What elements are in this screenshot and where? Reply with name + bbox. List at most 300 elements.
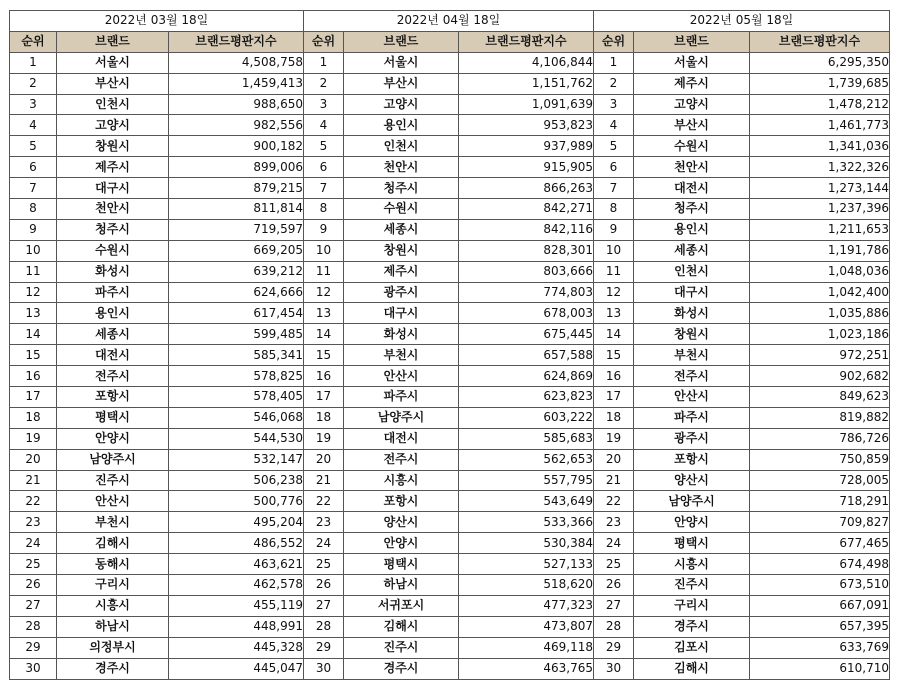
table-row: [10, 199, 890, 220]
score-cell: 849,623: [750, 387, 890, 408]
rank-cell: 28: [10, 616, 57, 637]
brand-cell: 인천시: [344, 136, 459, 157]
score-cell: 1,023,186: [750, 324, 890, 345]
rank-cell: 25: [10, 554, 57, 575]
score-cell: 624,666: [169, 282, 304, 303]
score-cell: 486,552: [169, 533, 304, 554]
col-brand-header: 브랜드: [57, 31, 169, 52]
score-cell: 639,212: [169, 261, 304, 282]
score-cell: 673,510: [750, 575, 890, 596]
col-brand-header: 브랜드: [634, 31, 750, 52]
brand-cell: 전주시: [344, 449, 459, 470]
score-cell: 842,271: [459, 199, 594, 220]
rank-cell: 16: [594, 366, 634, 387]
brand-cell: 동해시: [57, 554, 169, 575]
brand-cell: 하남시: [57, 616, 169, 637]
score-cell: 1,237,396: [750, 199, 890, 220]
rank-cell: 8: [304, 199, 344, 220]
brand-cell: 시흥시: [634, 554, 750, 575]
score-cell: 546,068: [169, 407, 304, 428]
score-cell: 972,251: [750, 345, 890, 366]
brand-cell: 안양시: [634, 512, 750, 533]
brand-cell: 고양시: [57, 115, 169, 136]
rank-cell: 5: [10, 136, 57, 157]
brand-cell: 양산시: [634, 470, 750, 491]
rank-cell: 24: [594, 533, 634, 554]
rank-cell: 19: [10, 428, 57, 449]
brand-cell: 안산시: [344, 366, 459, 387]
rank-cell: 12: [304, 282, 344, 303]
rank-cell: 5: [304, 136, 344, 157]
brand-cell: 인천시: [57, 94, 169, 115]
rank-cell: 20: [10, 449, 57, 470]
rank-cell: 24: [10, 533, 57, 554]
score-cell: 900,182: [169, 136, 304, 157]
rank-cell: 2: [10, 73, 57, 94]
score-cell: 543,649: [459, 491, 594, 512]
brand-cell: 경주시: [344, 658, 459, 679]
table-row: [10, 637, 890, 658]
rank-cell: 17: [10, 387, 57, 408]
brand-cell: 진주시: [344, 637, 459, 658]
col-score-header: 브랜드평판지수: [750, 31, 890, 52]
score-cell: 1,341,036: [750, 136, 890, 157]
brand-cell: 천안시: [634, 157, 750, 178]
brand-cell: 포항시: [57, 387, 169, 408]
brand-cell: 청주시: [57, 219, 169, 240]
brand-cell: 하남시: [344, 575, 459, 596]
rank-cell: 4: [304, 115, 344, 136]
table-row: [10, 282, 890, 303]
rank-cell: 17: [594, 387, 634, 408]
score-cell: 803,666: [459, 261, 594, 282]
brand-cell: 안산시: [634, 387, 750, 408]
score-cell: 937,989: [459, 136, 594, 157]
brand-cell: 부산시: [57, 73, 169, 94]
brand-cell: 경주시: [57, 658, 169, 679]
brand-cell: 경주시: [634, 616, 750, 637]
brand-cell: 구리시: [57, 575, 169, 596]
table-row: [10, 595, 890, 616]
brand-cell: 세종시: [634, 240, 750, 261]
rank-cell: 27: [304, 595, 344, 616]
score-cell: 899,006: [169, 157, 304, 178]
score-cell: 667,091: [750, 595, 890, 616]
brand-cell: 세종시: [344, 219, 459, 240]
rank-cell: 10: [304, 240, 344, 261]
score-cell: 578,825: [169, 366, 304, 387]
score-cell: 495,204: [169, 512, 304, 533]
brand-cell: 부천시: [57, 512, 169, 533]
rank-cell: 15: [304, 345, 344, 366]
brand-cell: 세종시: [57, 324, 169, 345]
score-cell: 530,384: [459, 533, 594, 554]
rank-cell: 8: [10, 199, 57, 220]
table-row: [10, 575, 890, 596]
rank-cell: 1: [594, 52, 634, 73]
brand-cell: 수원시: [344, 199, 459, 220]
rank-cell: 28: [594, 616, 634, 637]
table-row: [10, 512, 890, 533]
table-row: [10, 136, 890, 157]
brand-cell: 대전시: [344, 428, 459, 449]
table-row: [10, 73, 890, 94]
table-row: [10, 366, 890, 387]
rank-cell: 9: [594, 219, 634, 240]
score-cell: 902,682: [750, 366, 890, 387]
rank-cell: 7: [594, 178, 634, 199]
score-cell: 719,597: [169, 219, 304, 240]
rank-cell: 12: [10, 282, 57, 303]
brand-cell: 포항시: [344, 491, 459, 512]
score-cell: 1,459,413: [169, 73, 304, 94]
score-cell: 786,726: [750, 428, 890, 449]
rank-cell: 17: [304, 387, 344, 408]
brand-cell: 전주시: [634, 366, 750, 387]
score-cell: 562,653: [459, 449, 594, 470]
brand-cell: 시흥시: [344, 470, 459, 491]
score-cell: 462,578: [169, 575, 304, 596]
column-header-row: [10, 31, 890, 52]
date-header-3: 2022년 05월 18일: [594, 11, 890, 32]
rank-cell: 16: [10, 366, 57, 387]
brand-cell: 제주시: [634, 73, 750, 94]
rank-cell: 30: [304, 658, 344, 679]
date-header-2: 2022년 04월 18일: [304, 11, 594, 32]
rank-cell: 20: [304, 449, 344, 470]
brand-cell: 수원시: [57, 240, 169, 261]
brand-cell: 부산시: [634, 115, 750, 136]
rank-cell: 24: [304, 533, 344, 554]
rank-cell: 27: [594, 595, 634, 616]
table-row: [10, 554, 890, 575]
rank-cell: 27: [10, 595, 57, 616]
rank-cell: 30: [10, 658, 57, 679]
brand-cell: 대구시: [344, 303, 459, 324]
score-cell: 500,776: [169, 491, 304, 512]
brand-cell: 진주시: [634, 575, 750, 596]
score-cell: 1,048,036: [750, 261, 890, 282]
brand-cell: 인천시: [634, 261, 750, 282]
score-cell: 718,291: [750, 491, 890, 512]
rank-cell: 23: [594, 512, 634, 533]
score-cell: 585,683: [459, 428, 594, 449]
rank-cell: 22: [594, 491, 634, 512]
table-row: [10, 324, 890, 345]
rank-cell: 18: [304, 407, 344, 428]
table-row: [10, 533, 890, 554]
rank-cell: 7: [10, 178, 57, 199]
table-body: [10, 52, 890, 679]
score-cell: 1,035,886: [750, 303, 890, 324]
table-row: [10, 303, 890, 324]
score-cell: 1,191,786: [750, 240, 890, 261]
score-cell: 624,869: [459, 366, 594, 387]
score-cell: 445,328: [169, 637, 304, 658]
score-cell: 544,530: [169, 428, 304, 449]
score-cell: 4,106,844: [459, 52, 594, 73]
rank-cell: 30: [594, 658, 634, 679]
date-row: [10, 11, 890, 32]
table-row: [10, 94, 890, 115]
score-cell: 657,588: [459, 345, 594, 366]
score-cell: 6,295,350: [750, 52, 890, 73]
brand-cell: 대구시: [57, 178, 169, 199]
table-row: [10, 470, 890, 491]
ranking-table-container: [9, 10, 889, 680]
rank-cell: 6: [10, 157, 57, 178]
score-cell: 463,621: [169, 554, 304, 575]
brand-cell: 화성시: [344, 324, 459, 345]
rank-cell: 22: [304, 491, 344, 512]
brand-cell: 서귀포시: [344, 595, 459, 616]
score-cell: 578,405: [169, 387, 304, 408]
score-cell: 533,366: [459, 512, 594, 533]
rank-cell: 29: [10, 637, 57, 658]
rank-cell: 19: [304, 428, 344, 449]
table-row: [10, 658, 890, 679]
brand-cell: 평택시: [344, 554, 459, 575]
table-row: [10, 616, 890, 637]
brand-cell: 안양시: [344, 533, 459, 554]
rank-cell: 2: [594, 73, 634, 94]
rank-cell: 14: [304, 324, 344, 345]
table-row: [10, 261, 890, 282]
rank-cell: 28: [304, 616, 344, 637]
score-cell: 982,556: [169, 115, 304, 136]
rank-cell: 7: [304, 178, 344, 199]
rank-cell: 6: [594, 157, 634, 178]
rank-cell: 25: [594, 554, 634, 575]
rank-cell: 5: [594, 136, 634, 157]
rank-cell: 10: [10, 240, 57, 261]
brand-cell: 서울시: [634, 52, 750, 73]
brand-cell: 파주시: [57, 282, 169, 303]
score-cell: 866,263: [459, 178, 594, 199]
score-cell: 557,795: [459, 470, 594, 491]
score-cell: 819,882: [750, 407, 890, 428]
brand-cell: 광주시: [344, 282, 459, 303]
score-cell: 463,765: [459, 658, 594, 679]
brand-cell: 고양시: [344, 94, 459, 115]
brand-cell: 부산시: [344, 73, 459, 94]
rank-cell: 14: [10, 324, 57, 345]
score-cell: 674,498: [750, 554, 890, 575]
brand-cell: 파주시: [634, 407, 750, 428]
rank-cell: 10: [594, 240, 634, 261]
rank-cell: 22: [10, 491, 57, 512]
rank-cell: 11: [10, 261, 57, 282]
score-cell: 1,042,400: [750, 282, 890, 303]
score-cell: 811,814: [169, 199, 304, 220]
table-row: [10, 491, 890, 512]
brand-cell: 양산시: [344, 512, 459, 533]
score-cell: 506,238: [169, 470, 304, 491]
score-cell: 473,807: [459, 616, 594, 637]
table-row: [10, 240, 890, 261]
score-cell: 518,620: [459, 575, 594, 596]
score-cell: 1,211,653: [750, 219, 890, 240]
brand-cell: 김해시: [57, 533, 169, 554]
rank-cell: 20: [594, 449, 634, 470]
brand-cell: 청주시: [634, 199, 750, 220]
rank-cell: 29: [304, 637, 344, 658]
rank-cell: 18: [594, 407, 634, 428]
brand-reputation-table: [9, 10, 890, 680]
table-row: [10, 449, 890, 470]
brand-cell: 대전시: [57, 345, 169, 366]
score-cell: 1,273,144: [750, 178, 890, 199]
rank-cell: 21: [594, 470, 634, 491]
brand-cell: 고양시: [634, 94, 750, 115]
score-cell: 585,341: [169, 345, 304, 366]
score-cell: 657,395: [750, 616, 890, 637]
col-score-header: 브랜드평판지수: [459, 31, 594, 52]
score-cell: 828,301: [459, 240, 594, 261]
rank-cell: 19: [594, 428, 634, 449]
rank-cell: 26: [594, 575, 634, 596]
score-cell: 448,991: [169, 616, 304, 637]
brand-cell: 김포시: [634, 637, 750, 658]
score-cell: 879,215: [169, 178, 304, 199]
col-score-header: 브랜드평판지수: [169, 31, 304, 52]
brand-cell: 안양시: [57, 428, 169, 449]
brand-cell: 남양주시: [344, 407, 459, 428]
brand-cell: 용인시: [634, 219, 750, 240]
rank-cell: 6: [304, 157, 344, 178]
rank-cell: 9: [10, 219, 57, 240]
score-cell: 1,322,326: [750, 157, 890, 178]
brand-cell: 광주시: [634, 428, 750, 449]
rank-cell: 3: [10, 94, 57, 115]
score-cell: 675,445: [459, 324, 594, 345]
brand-cell: 천안시: [57, 199, 169, 220]
score-cell: 728,005: [750, 470, 890, 491]
brand-cell: 수원시: [634, 136, 750, 157]
score-cell: 915,905: [459, 157, 594, 178]
score-cell: 669,205: [169, 240, 304, 261]
score-cell: 623,823: [459, 387, 594, 408]
score-cell: 953,823: [459, 115, 594, 136]
table-row: [10, 387, 890, 408]
score-cell: 477,323: [459, 595, 594, 616]
brand-cell: 창원시: [634, 324, 750, 345]
col-rank-header: 순위: [10, 31, 57, 52]
rank-cell: 23: [10, 512, 57, 533]
rank-cell: 1: [304, 52, 344, 73]
rank-cell: 29: [594, 637, 634, 658]
col-rank-header: 순위: [594, 31, 634, 52]
rank-cell: 16: [304, 366, 344, 387]
score-cell: 678,003: [459, 303, 594, 324]
score-cell: 527,133: [459, 554, 594, 575]
score-cell: 1,151,762: [459, 73, 594, 94]
brand-cell: 안산시: [57, 491, 169, 512]
brand-cell: 화성시: [57, 261, 169, 282]
rank-cell: 11: [304, 261, 344, 282]
brand-cell: 용인시: [344, 115, 459, 136]
brand-cell: 김해시: [344, 616, 459, 637]
date-header-1: 2022년 03월 18일: [10, 11, 304, 32]
score-cell: 610,710: [750, 658, 890, 679]
table-row: [10, 407, 890, 428]
brand-cell: 대구시: [634, 282, 750, 303]
rank-cell: 13: [10, 303, 57, 324]
score-cell: 4,508,758: [169, 52, 304, 73]
brand-cell: 전주시: [57, 366, 169, 387]
brand-cell: 포항시: [634, 449, 750, 470]
rank-cell: 26: [10, 575, 57, 596]
score-cell: 617,454: [169, 303, 304, 324]
rank-cell: 4: [594, 115, 634, 136]
brand-cell: 창원시: [57, 136, 169, 157]
table-row: [10, 219, 890, 240]
rank-cell: 9: [304, 219, 344, 240]
rank-cell: 25: [304, 554, 344, 575]
score-cell: 603,222: [459, 407, 594, 428]
brand-cell: 남양주시: [634, 491, 750, 512]
score-cell: 774,803: [459, 282, 594, 303]
score-cell: 677,465: [750, 533, 890, 554]
brand-cell: 제주시: [344, 261, 459, 282]
brand-cell: 창원시: [344, 240, 459, 261]
score-cell: 469,118: [459, 637, 594, 658]
score-cell: 1,478,212: [750, 94, 890, 115]
rank-cell: 23: [304, 512, 344, 533]
score-cell: 1,461,773: [750, 115, 890, 136]
score-cell: 842,116: [459, 219, 594, 240]
table-row: [10, 157, 890, 178]
rank-cell: 13: [594, 303, 634, 324]
rank-cell: 3: [304, 94, 344, 115]
rank-cell: 21: [10, 470, 57, 491]
brand-cell: 파주시: [344, 387, 459, 408]
rank-cell: 13: [304, 303, 344, 324]
table-row: [10, 178, 890, 199]
rank-cell: 21: [304, 470, 344, 491]
brand-cell: 용인시: [57, 303, 169, 324]
score-cell: 709,827: [750, 512, 890, 533]
rank-cell: 26: [304, 575, 344, 596]
brand-cell: 평택시: [57, 407, 169, 428]
score-cell: 1,091,639: [459, 94, 594, 115]
rank-cell: 12: [594, 282, 634, 303]
brand-cell: 부천시: [344, 345, 459, 366]
score-cell: 988,650: [169, 94, 304, 115]
rank-cell: 15: [10, 345, 57, 366]
score-cell: 750,859: [750, 449, 890, 470]
rank-cell: 15: [594, 345, 634, 366]
table-row: [10, 52, 890, 73]
rank-cell: 18: [10, 407, 57, 428]
brand-cell: 대전시: [634, 178, 750, 199]
brand-cell: 천안시: [344, 157, 459, 178]
score-cell: 455,119: [169, 595, 304, 616]
score-cell: 633,769: [750, 637, 890, 658]
score-cell: 599,485: [169, 324, 304, 345]
brand-cell: 남양주시: [57, 449, 169, 470]
table-row: [10, 115, 890, 136]
brand-cell: 화성시: [634, 303, 750, 324]
rank-cell: 4: [10, 115, 57, 136]
brand-cell: 청주시: [344, 178, 459, 199]
rank-cell: 1: [10, 52, 57, 73]
col-brand-header: 브랜드: [344, 31, 459, 52]
rank-cell: 8: [594, 199, 634, 220]
brand-cell: 진주시: [57, 470, 169, 491]
brand-cell: 서울시: [57, 52, 169, 73]
rank-cell: 2: [304, 73, 344, 94]
